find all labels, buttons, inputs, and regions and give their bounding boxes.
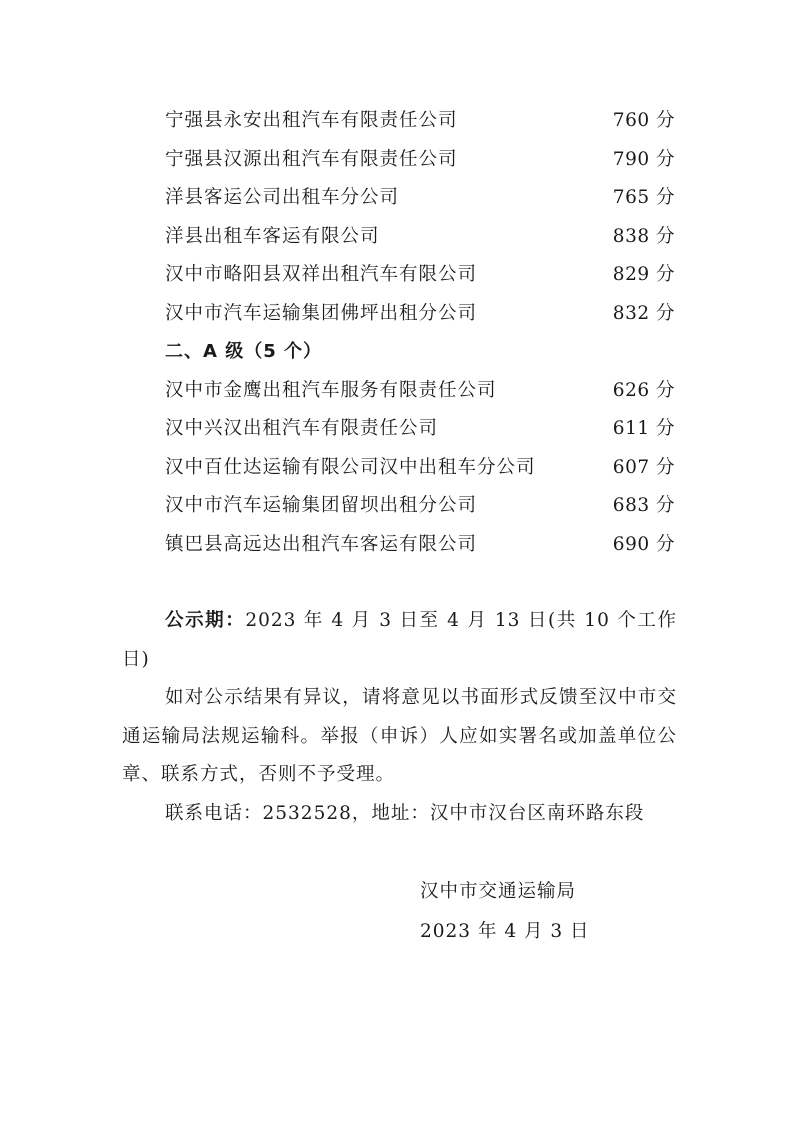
- company-score: 760 分: [612, 110, 675, 132]
- company-name: 宁强县汉源出租汽车有限责任公司: [165, 148, 458, 170]
- company-name: 镇巴县高远达出租汽车客运有限公司: [165, 533, 478, 555]
- company-score: 690 分: [612, 533, 675, 555]
- list-item: [165, 139, 675, 178]
- company-score: 683 分: [612, 495, 675, 517]
- company-score: 611 分: [612, 418, 675, 440]
- list-item: [165, 100, 675, 139]
- list-item: [165, 293, 675, 332]
- company-score: 765 分: [612, 187, 675, 209]
- company-score: 607 分: [612, 456, 675, 478]
- list-item: [165, 408, 675, 447]
- company-name: 洋县客运公司出租车分公司: [165, 187, 400, 209]
- list-item: [165, 524, 675, 563]
- company-list: [165, 100, 675, 562]
- public-notice: [122, 602, 677, 833]
- list-item: [165, 370, 675, 409]
- company-name: 汉中市汽车运输集团佛坪出租分公司: [165, 302, 478, 324]
- list-item: [165, 177, 675, 216]
- company-score: 829 分: [612, 264, 675, 286]
- list-item: [165, 216, 675, 255]
- company-score: 626 分: [612, 379, 675, 401]
- notice-period-text: 2023 年 4 月 3 日至 4 月 13 日(共 10 个工作日): [122, 610, 677, 670]
- issuing-organization: 汉中市交通运输局: [420, 881, 577, 902]
- company-score: 790 分: [612, 148, 675, 170]
- signature-block: [420, 872, 590, 952]
- section-heading-a-level: 二、A 级（5 个）: [165, 341, 322, 363]
- notice-period-paragraph: [122, 602, 677, 679]
- company-name: 汉中市金鹰出租汽车服务有限责任公司: [165, 379, 497, 401]
- company-name: 汉中百仕达运输有限公司汉中出租车分公司: [165, 456, 536, 478]
- notice-objection-paragraph: 如对公示结果有异议，请将意见以书面形式反馈至汉中市交通运输局法规运输科。举报（申诉）人应如实署名或加盖单位公章、联系方式，否则不予受理。: [122, 687, 677, 785]
- company-score: 838 分: [612, 225, 675, 247]
- company-name: 汉中市汽车运输集团留坝出租分公司: [165, 495, 478, 517]
- list-item: [165, 447, 675, 486]
- company-score: 832 分: [612, 302, 675, 324]
- notice-period-label: 公示期：: [165, 610, 246, 631]
- company-name: 汉中市略阳县双祥出租汽车有限公司: [165, 264, 478, 286]
- company-name: 汉中兴汉出租汽车有限责任公司: [165, 418, 439, 440]
- list-item: [165, 485, 675, 524]
- list-item: [165, 254, 675, 293]
- notice-contact-paragraph: 联系电话：2532528，地址：汉中市汉台区南环路东段: [165, 802, 645, 824]
- company-name: 洋县出租车客运有限公司: [165, 225, 380, 247]
- issue-date: 2023 年 4 月 3 日: [420, 921, 590, 942]
- company-name: 宁强县永安出租汽车有限责任公司: [165, 110, 458, 132]
